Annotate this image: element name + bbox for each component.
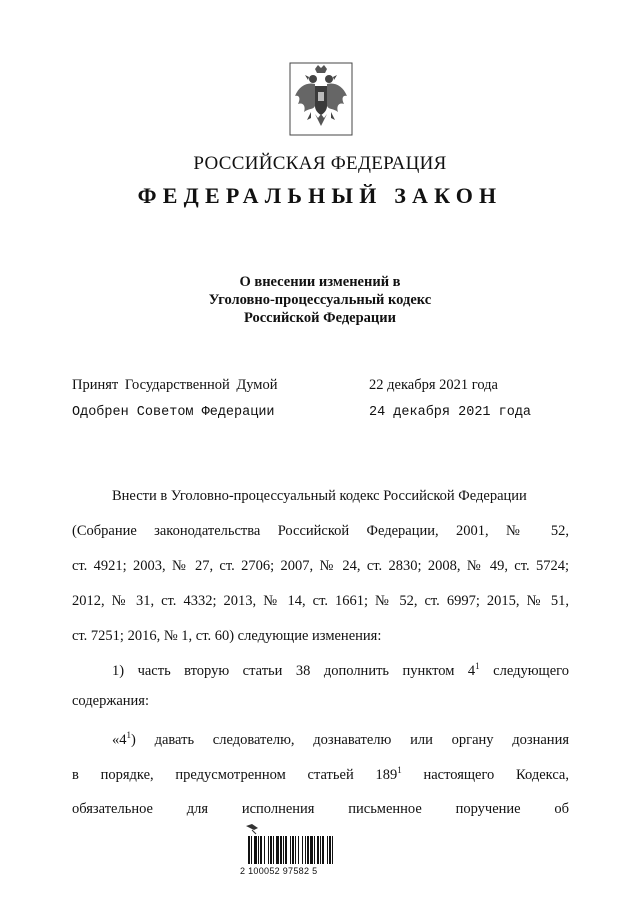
body-line-5: ст. 7251; 2016, № 1, ст. 60) следующие изменения:	[72, 628, 382, 644]
country-heading: РОССИЙСКАЯ ФЕДЕРАЦИЯ	[193, 153, 447, 174]
body-line-10: обязательное для исполнения письменное поручение об	[72, 801, 569, 817]
body-line-4: 2012, № 31, ст. 4332; 2013, № 14, ст. 1661; № 52, ст. 6997; 2015, № 51,	[72, 593, 569, 609]
procedure-text: в порядке, предусмотренном статьей 189	[72, 767, 398, 783]
body-line-7: содержания:	[72, 693, 150, 709]
body-line-9	[72, 766, 569, 784]
quoted-item-text: ) давать следователю, дознавателю или органу дознания	[131, 732, 569, 748]
quoted-item-start: «4	[112, 732, 127, 748]
body-line-2: (Собрание законодательства Российской Федерации, 2001, № 52,	[72, 523, 569, 539]
law-title-line-3: Российской Федерации	[243, 310, 396, 326]
superscript: 1	[126, 730, 131, 741]
council-approval-label: Одобрен Советом Федерации	[72, 405, 275, 420]
amendment-1-text-end: следующего	[479, 663, 569, 679]
barcode-number: 2 100052 97582 5	[240, 866, 318, 876]
body-line-1: Внести в Уголовно-процессуальный кодекс Российской Федерации	[112, 488, 527, 504]
superscript: 1	[397, 765, 402, 776]
council-approval-date: 24 декабря 2021 года	[369, 405, 532, 420]
amendment-1-text: 1) часть вторую статьи 38 дополнить пунктом 4	[112, 663, 476, 679]
body-line-8	[112, 731, 569, 749]
law-title-line-1: О внесении изменений в	[239, 274, 401, 290]
procedure-text-end: настоящего Кодекса,	[401, 767, 569, 783]
barcode-icon	[248, 836, 358, 864]
duma-adoption-label: Принят Государственной Думой	[72, 377, 278, 393]
registration-mark-icon	[246, 824, 258, 830]
document-type-heading: ФЕДЕРАЛЬНЫЙ ЗАКОН	[137, 183, 503, 208]
body-line-6	[112, 662, 569, 680]
superscript: 1	[475, 661, 480, 672]
coat-of-arms-emblem	[289, 62, 353, 136]
duma-adoption-date: 22 декабря 2021 года	[369, 377, 498, 393]
law-title-line-2: Уголовно-процессуальный кодекс	[208, 292, 432, 308]
body-line-3: ст. 4921; 2003, № 27, ст. 2706; 2007, № 24, ст. 2830; 2008, № 49, ст. 5724;	[72, 558, 569, 574]
